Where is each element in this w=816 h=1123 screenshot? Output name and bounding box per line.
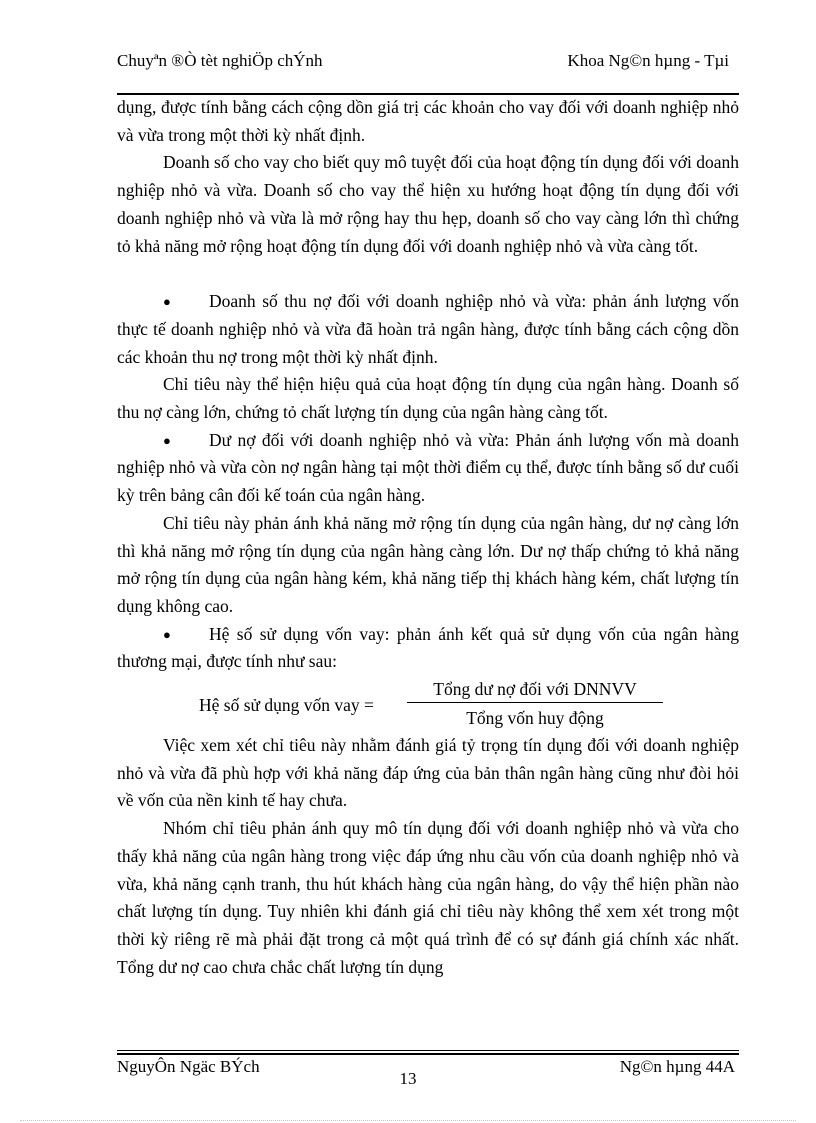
- page-bottom-edge: [20, 1120, 796, 1121]
- paragraph-loan-sales: Doanh số cho vay cho biết quy mô tuyệt đối của hoạt động tín dụng đối với doanh nghiệp nhỏ và vừa. Doanh số cho vay thể hiện xu hướng hoạt động tín dụng đối với doanh nghiệp nhỏ và vừa là mở rộng hay thu hẹp, doanh số cho vay càng lớn thì chứng tỏ khả năng mở rộng hoạt động tín dụng đối với doanh nghiệp nhỏ và vừa càng tốt.: [117, 152, 739, 256]
- footer-class: Ng©n hµng 44A: [619, 1057, 735, 1076]
- bullet-icon: ●: [163, 626, 171, 642]
- bullet-icon: ●: [163, 432, 171, 448]
- formula-loan-usage-ratio: [117, 676, 739, 732]
- footer-author: NguyÔn Ngäc BÝch: [117, 1057, 260, 1076]
- paragraph-debt-indicator: Chỉ tiêu này phản ánh khả năng mở rộng tín dụng của ngân hàng, dư nợ càng lớn thì khả năng mở rộng tín dụng của ngân hàng càng lớn. Dư nợ thấp chứng tỏ khả năng mở rộng tín dụng của ngân hàng kém, khả năng tiếp thị khách hàng kém, chất lượng tín dụng không cao.: [117, 512, 739, 616]
- bullet-icon: ●: [163, 294, 171, 310]
- paragraph-scale-indicators: Nhóm chỉ tiêu phản ánh quy mô tín dụng đối với doanh nghiệp nhỏ và vừa cho thấy khả năng của ngân hàng trong việc đáp ứng nhu cầu vốn của doanh nghiệp nhỏ và vừa, khả năng cạnh tranh, thu hút khách hàng của ngân hàng, do vậy thể hiện phần nào chất lượng tín dụng. Tuy nhiên khi đánh giá chỉ tiêu này không thể xem xét trong một thời kỳ riêng rẽ mà phải đặt trong cả một quá trình để có sự đánh giá chính xác nhất. Tổng dư nợ cao chưa chắc chất lượng tín dụng: [117, 818, 739, 977]
- footer-divider-thick: [117, 1053, 739, 1055]
- paragraph-continuation: dụng, được tính bằng cách cộng dồn giá trị các khoản cho vay đối với doanh nghiệp nhỏ và vừa trong một thời kỳ nhất định.: [117, 97, 739, 145]
- bullet-loan-usage-ratio: [117, 621, 739, 676]
- bullet-text: Hệ số sử dụng vốn vay: phản ánh kết quả sử dụng vốn của ngân hàng thương mại, được tính như sau:: [117, 623, 739, 672]
- page-number: 13: [399, 1069, 417, 1088]
- header-right-title: Khoa Ng©n hµng - Tµi: [567, 51, 729, 70]
- bullet-text: Doanh số thu nợ đối với doanh nghiệp nhỏ và vừa: phản ánh lượng vốn thực tế doanh nghiệp nhỏ và vừa đã hoàn trả ngân hàng, được tính bằng cách cộng dồn các khoản thu nợ trong một thời kỳ nhất định.: [117, 291, 739, 367]
- formula-denominator: Tổng vốn huy động: [466, 708, 604, 729]
- bullet-text: Dư nợ đối với doanh nghiệp nhỏ và vừa: Phản ánh lượng vốn mà doanh nghiệp nhỏ và vừa còn nợ ngân hàng tại một thời điểm cụ thể, được tính bằng số dư cuối kỳ trên bảng cân đối kế toán của ngân hàng.: [117, 429, 739, 506]
- formula-fraction: [407, 676, 663, 731]
- header-left-title: Chuyªn ®Ò tèt nghiÖp chÝnh: [117, 51, 323, 70]
- footer-divider-thin: [117, 1050, 739, 1051]
- formula-lhs: Hệ số sử dụng vốn vay =: [199, 695, 374, 716]
- formula-numerator: Tổng dư nợ đối với DNNVV: [433, 679, 637, 700]
- paragraph-ratio-assessment: Việc xem xét chỉ tiêu này nhằm đánh giá tỷ trọng tín dụng đối với doanh nghiệp nhỏ và vừa đã phù hợp với khả năng đáp ứng của bản thân ngân hàng cũng như đòi hỏi về vốn của nền kinh tế hay chưa.: [117, 735, 739, 811]
- paragraph-gap: [117, 260, 739, 288]
- fraction-bar: [407, 702, 663, 703]
- paragraph-collection-indicator: Chỉ tiêu này thể hiện hiệu quả của hoạt động tín dụng của ngân hàng. Doanh số thu nợ càng lớn, chứng tỏ chất lượng tín dụng của ngân hàng càng tốt.: [117, 374, 739, 423]
- bullet-outstanding-debt: [117, 427, 739, 510]
- body-text: [117, 94, 739, 981]
- bullet-debt-collection: [117, 288, 739, 371]
